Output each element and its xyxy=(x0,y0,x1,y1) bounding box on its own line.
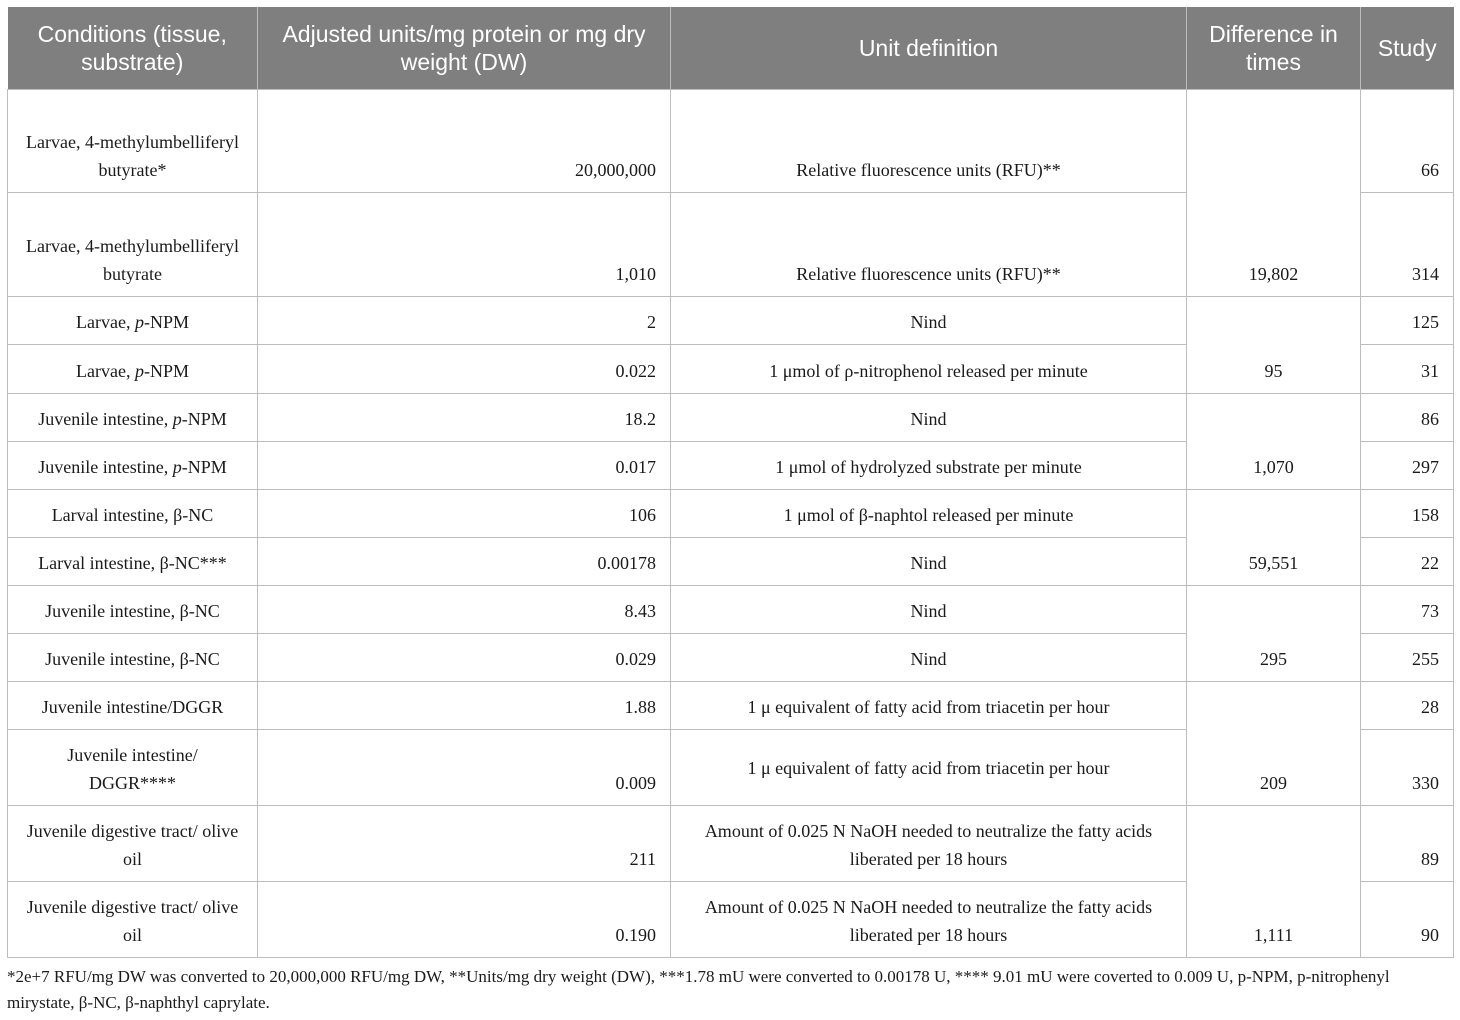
study-cell: 255 xyxy=(1361,634,1454,682)
header-conditions: Conditions (tissue, substrate) xyxy=(8,7,258,90)
definition-cell: Amount of 0.025 N NaOH needed to neutralize the fatty acids liberated per 18 hours xyxy=(671,806,1187,882)
units-cell: 0.022 xyxy=(258,345,671,394)
table-row xyxy=(8,297,1454,345)
definition-cell: Nind xyxy=(671,538,1187,586)
units-cell: 20,000,000 xyxy=(258,90,671,193)
study-cell: 22 xyxy=(1361,538,1454,586)
study-cell: 297 xyxy=(1361,442,1454,490)
header-difference: Difference in times xyxy=(1187,7,1361,90)
study-cell: 330 xyxy=(1361,730,1454,806)
study-cell: 125 xyxy=(1361,297,1454,345)
header-unit-definition: Unit definition xyxy=(671,7,1187,90)
conditions-cell: Juvenile digestive tract/ olive oil xyxy=(8,806,258,882)
study-cell: 158 xyxy=(1361,490,1454,538)
conditions-cell: Larvae, 4-methylumbelliferyl butyrate xyxy=(8,193,258,297)
definition-cell: 1 μmol of hydrolyzed substrate per minute xyxy=(671,442,1187,490)
units-cell: 106 xyxy=(258,490,671,538)
conditions-cell: Larvae, p-NPM xyxy=(8,345,258,394)
header-row xyxy=(8,7,1454,90)
table-row xyxy=(8,90,1454,193)
conditions-cell: Larvae, p-NPM xyxy=(8,297,258,345)
study-cell: 73 xyxy=(1361,586,1454,634)
definition-cell: 1 μmol of ρ-nitrophenol released per minute xyxy=(671,345,1187,394)
difference-cell: 209 xyxy=(1187,682,1361,806)
units-cell: 0.190 xyxy=(258,882,671,958)
study-cell: 31 xyxy=(1361,345,1454,394)
study-cell: 314 xyxy=(1361,193,1454,297)
table-footnote: *2e+7 RFU/mg DW was converted to 20,000,000 RFU/mg DW, **Units/mg dry weight (DW), ***1.78 mU were converted to 0.00178 U, **** 9.01 mU were coverted to 0.009 U, p-NPM, p-nitrophenyl mirystate, β-NC, β-naphthyl caprylate. xyxy=(7,967,1390,1012)
conditions-cell: Larvae, 4-methylumbelliferyl butyrate* xyxy=(8,90,258,193)
data-table xyxy=(7,7,1454,958)
units-cell: 211 xyxy=(258,806,671,882)
definition-cell: 1 μ equivalent of fatty acid from triacetin per hour xyxy=(671,682,1187,730)
conditions-cell: Juvenile intestine, β-NC xyxy=(8,634,258,682)
units-cell: 0.00178 xyxy=(258,538,671,586)
difference-cell: 1,111 xyxy=(1187,806,1361,958)
definition-cell: Relative fluorescence units (RFU)** xyxy=(671,90,1187,193)
difference-cell: 19,802 xyxy=(1187,90,1361,297)
header-study: Study xyxy=(1361,7,1454,90)
difference-cell: 1,070 xyxy=(1187,394,1361,490)
units-cell: 1,010 xyxy=(258,193,671,297)
conditions-cell: Juvenile intestine, p-NPM xyxy=(8,442,258,490)
definition-cell: Relative fluorescence units (RFU)** xyxy=(671,193,1187,297)
definition-cell: Nind xyxy=(671,634,1187,682)
study-cell: 66 xyxy=(1361,90,1454,193)
definition-cell: Nind xyxy=(671,297,1187,345)
units-cell: 0.029 xyxy=(258,634,671,682)
units-cell: 8.43 xyxy=(258,586,671,634)
table-row xyxy=(8,490,1454,538)
header-adjusted-units: Adjusted units/mg protein or mg dry weight (DW) xyxy=(258,7,671,90)
conditions-cell: Juvenile intestine/DGGR xyxy=(8,682,258,730)
conditions-cell: Juvenile intestine, p-NPM xyxy=(8,394,258,442)
definition-cell: Nind xyxy=(671,586,1187,634)
conditions-cell: Larval intestine, β-NC*** xyxy=(8,538,258,586)
table-row xyxy=(8,586,1454,634)
table-row xyxy=(8,806,1454,882)
conditions-cell: Larval intestine, β-NC xyxy=(8,490,258,538)
definition-cell: 1 μmol of β-naphtol released per minute xyxy=(671,490,1187,538)
difference-cell: 59,551 xyxy=(1187,490,1361,586)
units-cell: 2 xyxy=(258,297,671,345)
difference-cell: 295 xyxy=(1187,586,1361,682)
units-cell: 0.017 xyxy=(258,442,671,490)
study-cell: 90 xyxy=(1361,882,1454,958)
units-cell: 1.88 xyxy=(258,682,671,730)
conditions-cell: Juvenile digestive tract/ olive oil xyxy=(8,882,258,958)
definition-cell: 1 μ equivalent of fatty acid from triacetin per hour xyxy=(671,730,1187,806)
table-row xyxy=(8,394,1454,442)
conditions-cell: Juvenile intestine/ DGGR**** xyxy=(8,730,258,806)
study-cell: 28 xyxy=(1361,682,1454,730)
study-cell: 86 xyxy=(1361,394,1454,442)
definition-cell: Amount of 0.025 N NaOH needed to neutralize the fatty acids liberated per 18 hours xyxy=(671,882,1187,958)
units-cell: 0.009 xyxy=(258,730,671,806)
definition-cell: Nind xyxy=(671,394,1187,442)
conditions-cell: Juvenile intestine, β-NC xyxy=(8,586,258,634)
units-cell: 18.2 xyxy=(258,394,671,442)
difference-cell: 95 xyxy=(1187,297,1361,394)
study-cell: 89 xyxy=(1361,806,1454,882)
table-row xyxy=(8,682,1454,730)
